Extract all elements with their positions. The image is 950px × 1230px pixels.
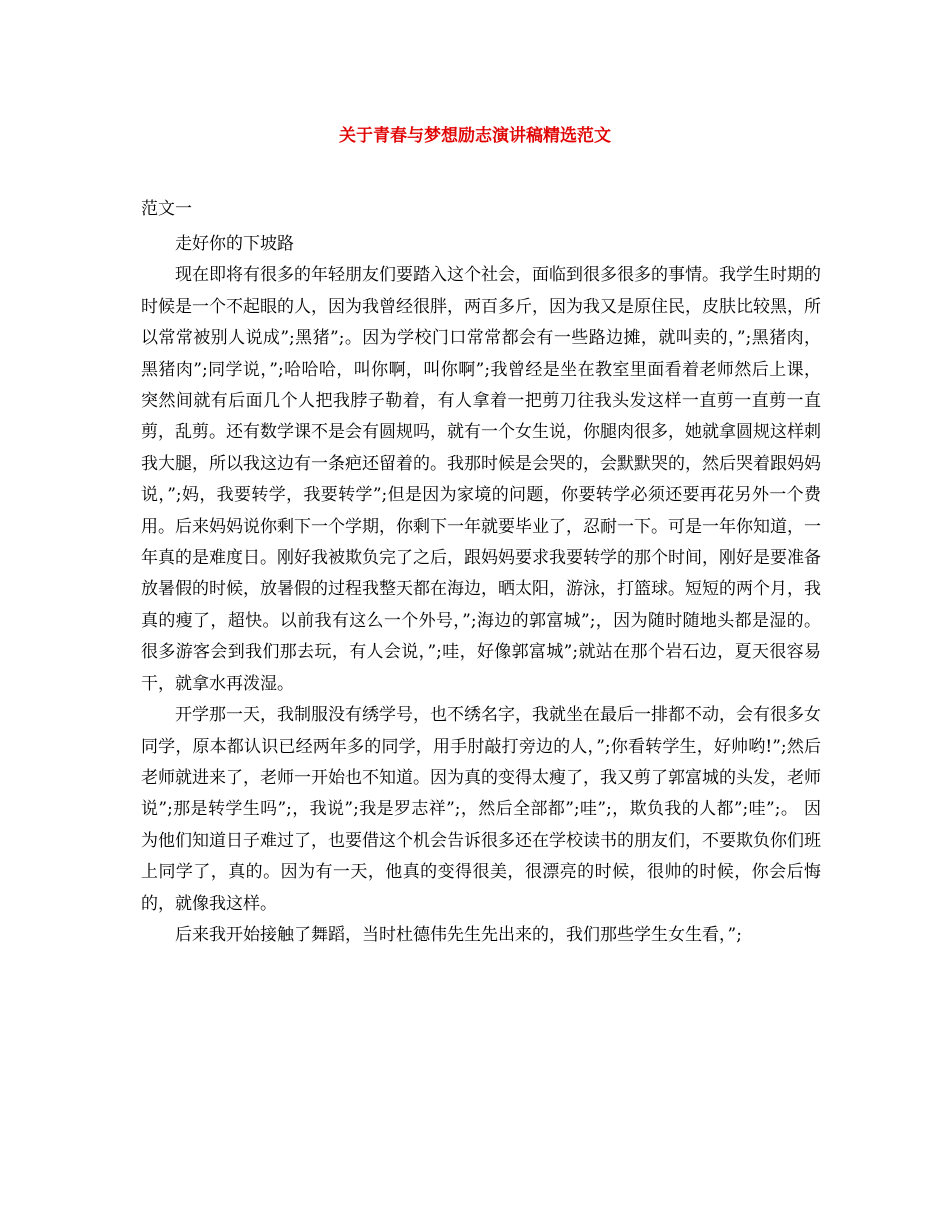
document-body (141, 229, 821, 951)
subtitle-paragraph: 走好你的下坡路 (175, 234, 294, 254)
body-paragraph: 现在即将有很多的年轻朋友们要踏入这个社会，面临到很多很多的事情。我学生时期的时候是一个不起眼的人，因为我曾经很胖，两百多斤，因为我又是原住民，皮肤比较黑，所以常常被别人说成”;黑猪”;。因为学校门口常常都会有一些路边摊，就叫卖的，”;黑猪肉，黑猪肉”;同学说，”;哈哈哈，叫你啊，叫你啊”;我曾经是坐在教室里面看着老师然后上课，突然间就有后面几个人把我脖子勒着，有人拿着一把剪刀往我头发这样一直剪一直剪一直剪，乱剪。还有数学课不是会有圆规吗，就有一个女生说，你腿肉很多，她就拿圆规这样刺我大腿，所以我这边有一条疤还留着的。我那时候是会哭的，会默默哭的，然后哭着跟妈妈说，”;妈，我要转学，我要转学”;但是因为家境的问题，你要转学必须还要再花另外一个费用。后来妈妈说你剩下一个学期，你剩下一年就要毕业了，忍耐一下。可是一年你知道，一年真的是难度日。刚好我被欺负完了之后，跟妈妈要求我要转学的那个时间，刚好是要准备放暑假的时候，放暑假的过程我整天都在海边，晒太阳，游泳，打篮球。短短的两个月，我真的瘦了，超快。以前我有这么一个外号，”;海边的郭富城”;，因为随时随地头都是湿的。很多游客会到我们那去玩，有人会说，”;哇，好像郭富城”;就站在那个岩石边，夏天很容易干，就拿水再泼湿。 (141, 265, 821, 694)
body-paragraph: 开学那一天，我制服没有绣学号，也不绣名字，我就坐在最后一排都不动，会有很多女同学，原本都认识已经两年多的同学，用手肘敲打旁边的人，”;你看转学生，好帅哟!”;然后老师就进来了，老师一开始也不知道。因为真的变得太瘦了，我又剪了郭富城的头发，老师说”;那是转学生吗”;，我说”;我是罗志祥”;，然后全部都”;哇”;，欺负我的人都”;哇”;。 因为他们知道日子难过了，也要借这个机会告诉很多还在学校读书的朋友们，不要欺负你们班上同学了，真的。因为有一天，他真的变得很美，很漂亮的时候，很帅的时候，你会后悔的，就像我这样。 (141, 705, 821, 914)
document-title: 关于青春与梦想励志演讲稿精选范文 (339, 126, 611, 146)
body-paragraph: 后来我开始接触了舞蹈，当时杜德伟先生先出来的，我们那些学生女生看，”; (175, 924, 742, 945)
section-label: 范文一 (141, 199, 192, 219)
